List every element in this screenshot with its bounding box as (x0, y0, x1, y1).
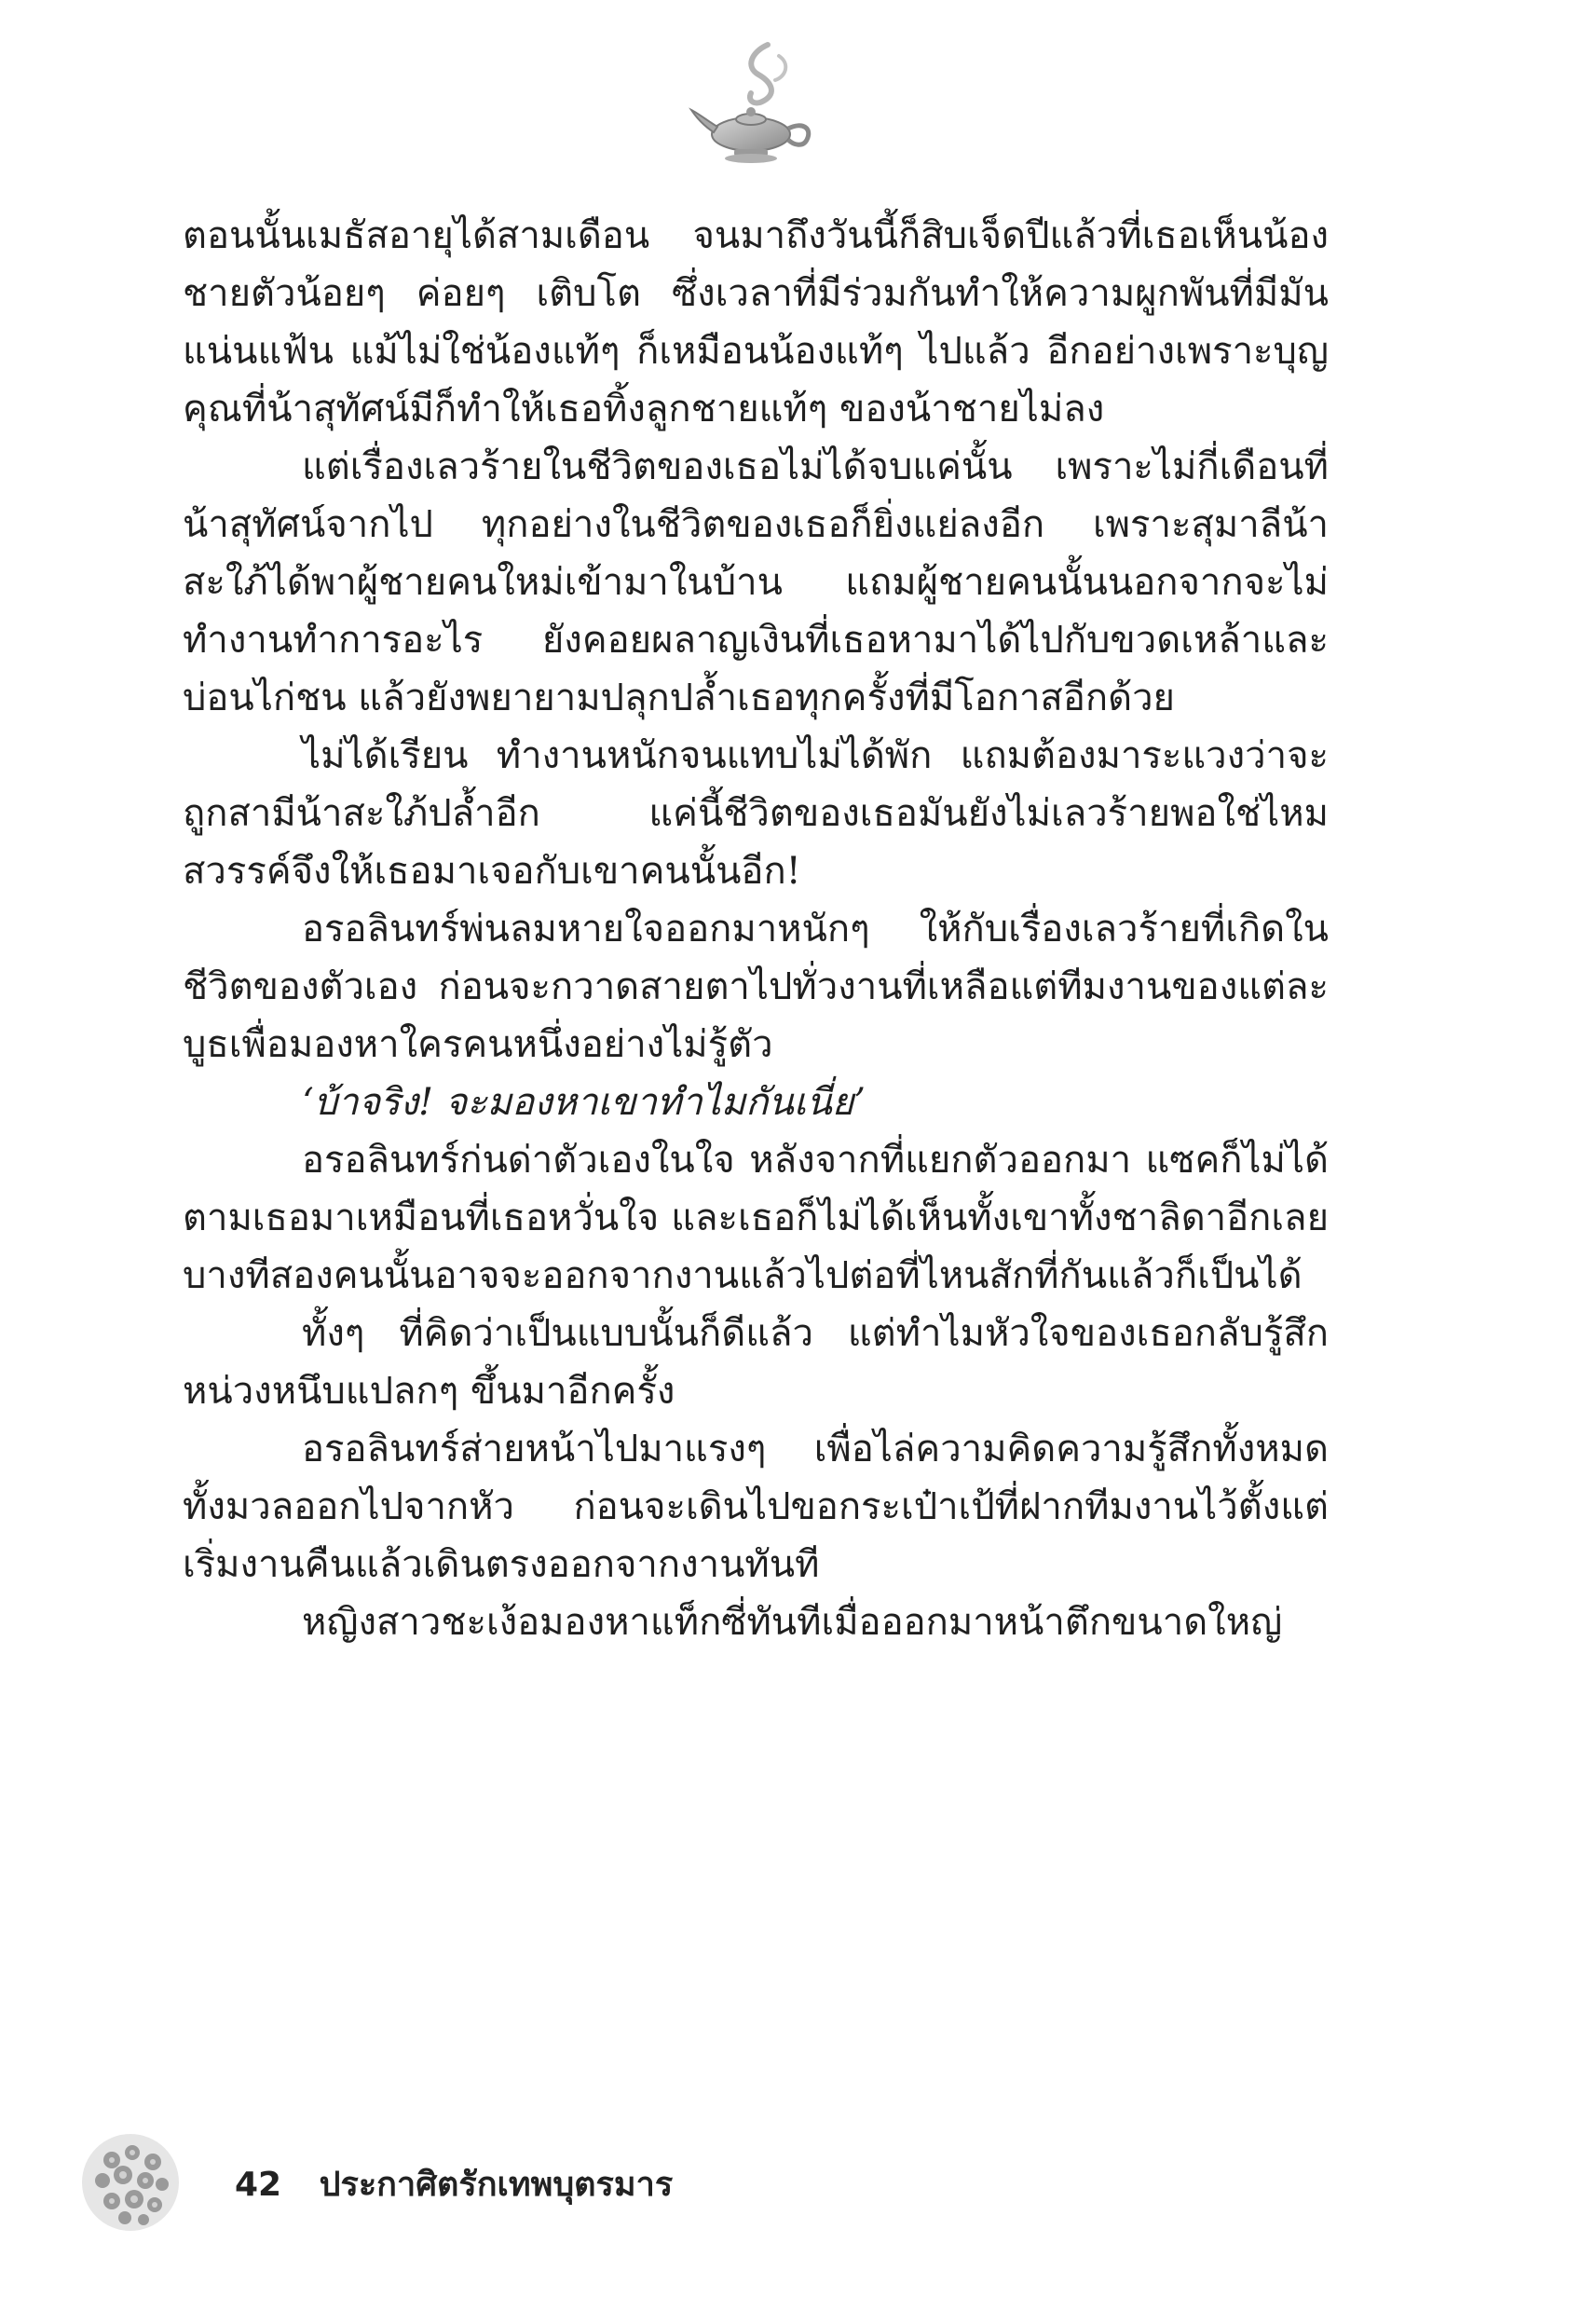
flower-cluster-icon (75, 2126, 186, 2238)
paragraph: หญิงสาวชะเง้อมองหาแท็กซี่ทันทีเมื่อออกมาหน้าตึกขนาดใหญ่ (302, 1601, 1283, 1644)
paragraph: ตอนนั้นเมธัสอายุได้สามเดือน จนมาถึงวันนี้ก็สิบเจ็ดปีแล้วที่เธอเห็นน้องชายตัวน้อยๆ ค่อยๆ เติบโต ซึ่งเวลาที่มีร่วมกันทำให้ความผูกพันที่มีมันแน่นแฟ้น แม้ไม่ใช่น้องแท้ๆ ก็เหมือนน้องแท้ๆ ไปแล้ว อีกอย่างเพราะบุญคุณที่น้าสุทัศน์มีก็ทำให้เธอทิ้งลูกชายแท้ๆ ของน้าชายไม่ลง (183, 214, 1329, 431)
page-footer (235, 2157, 673, 2210)
chapter-body-text (183, 207, 1329, 1651)
paragraph: ทั้งๆ ที่คิดว่าเป็นแบบนั้นก็ดีแล้ว แต่ทำไมหัวใจของเธอกลับรู้สึกหน่วงหนึบแปลกๆ ขึ้นมาอีกครั้ง (183, 1312, 1329, 1413)
paragraph: แต่เรื่องเลวร้ายในชีวิตของเธอไม่ได้จบแค่นั้น เพราะไม่กี่เดือนที่น้าสุทัศน์จากไป ทุกอย่างในชีวิตของเธอก็ยิ่งแย่ลงอีก เพราะสุมาลีน้าสะใภ้ได้พาผู้ชายคนใหม่เข้ามาในบ้าน แถมผู้ชายคนนั้นนอกจากจะไม่ทำงานทำการอะไร ยังคอยผลาญเงินที่เธอหามาได้ไปกับขวดเหล้าและบ่อนไก่ชน แล้วยังพยายามปลุกปล้ำเธอทุกครั้งที่มีโอกาสอีกด้วย (183, 445, 1329, 719)
page-number: 42 (235, 2166, 282, 2204)
paragraph: ไม่ได้เรียน ทำงานหนักจนแทบไม่ได้พัก แถมต้องมาระแวงว่าจะถูกสามีน้าสะใภ้ปล้ำอีก แค่นี้ชีวิตของเธอมันยังไม่เลวร้ายพอใช่ไหมสวรรค์จึงให้เธอมาเจอกับเขาคนนั้นอีก! (183, 734, 1329, 893)
book-title: ประกาศิตรักเทพบุตรมาร (319, 2166, 674, 2204)
paragraph: อรอลินทร์ก่นด่าตัวเองในใจ หลังจากที่แยกตัวออกมา แซคก็ไม่ได้ตามเธอมาเหมือนที่เธอหวั่นใจ และเธอก็ไม่ได้เห็นทั้งเขาทั้งชาลิดาอีกเลย บางทีสองคนนั้นอาจจะออกจากงานแล้วไปต่อที่ไหนสักที่กันแล้วก็เป็นได้ (183, 1139, 1329, 1297)
genie-lamp-icon (686, 35, 822, 171)
paragraph: อรอลินทร์พ่นลมหายใจออกมาหนักๆ ให้กับเรื่องเลวร้ายที่เกิดในชีวิตของตัวเอง ก่อนจะกวาดสายตาไปทั่วงานที่เหลือแต่ทีมงานของแต่ละบูธเพื่อมองหาใครคนหนึ่งอย่างไม่รู้ตัว (183, 908, 1329, 1066)
paragraph: อรอลินทร์ส่ายหน้าไปมาแรงๆ เพื่อไล่ความคิดความรู้สึกทั้งหมดทั้งมวลออกไปจากหัว ก่อนจะเดินไปขอกระเป๋าเป้ที่ฝากทีมงานไว้ตั้งแต่เริ่มงานคืนแล้วเดินตรงออกจากงานทันที (183, 1428, 1329, 1586)
paragraph: ‘บ้าจริง! จะมองหาเขาทำไมกันเนี่ย’ (302, 1081, 866, 1124)
